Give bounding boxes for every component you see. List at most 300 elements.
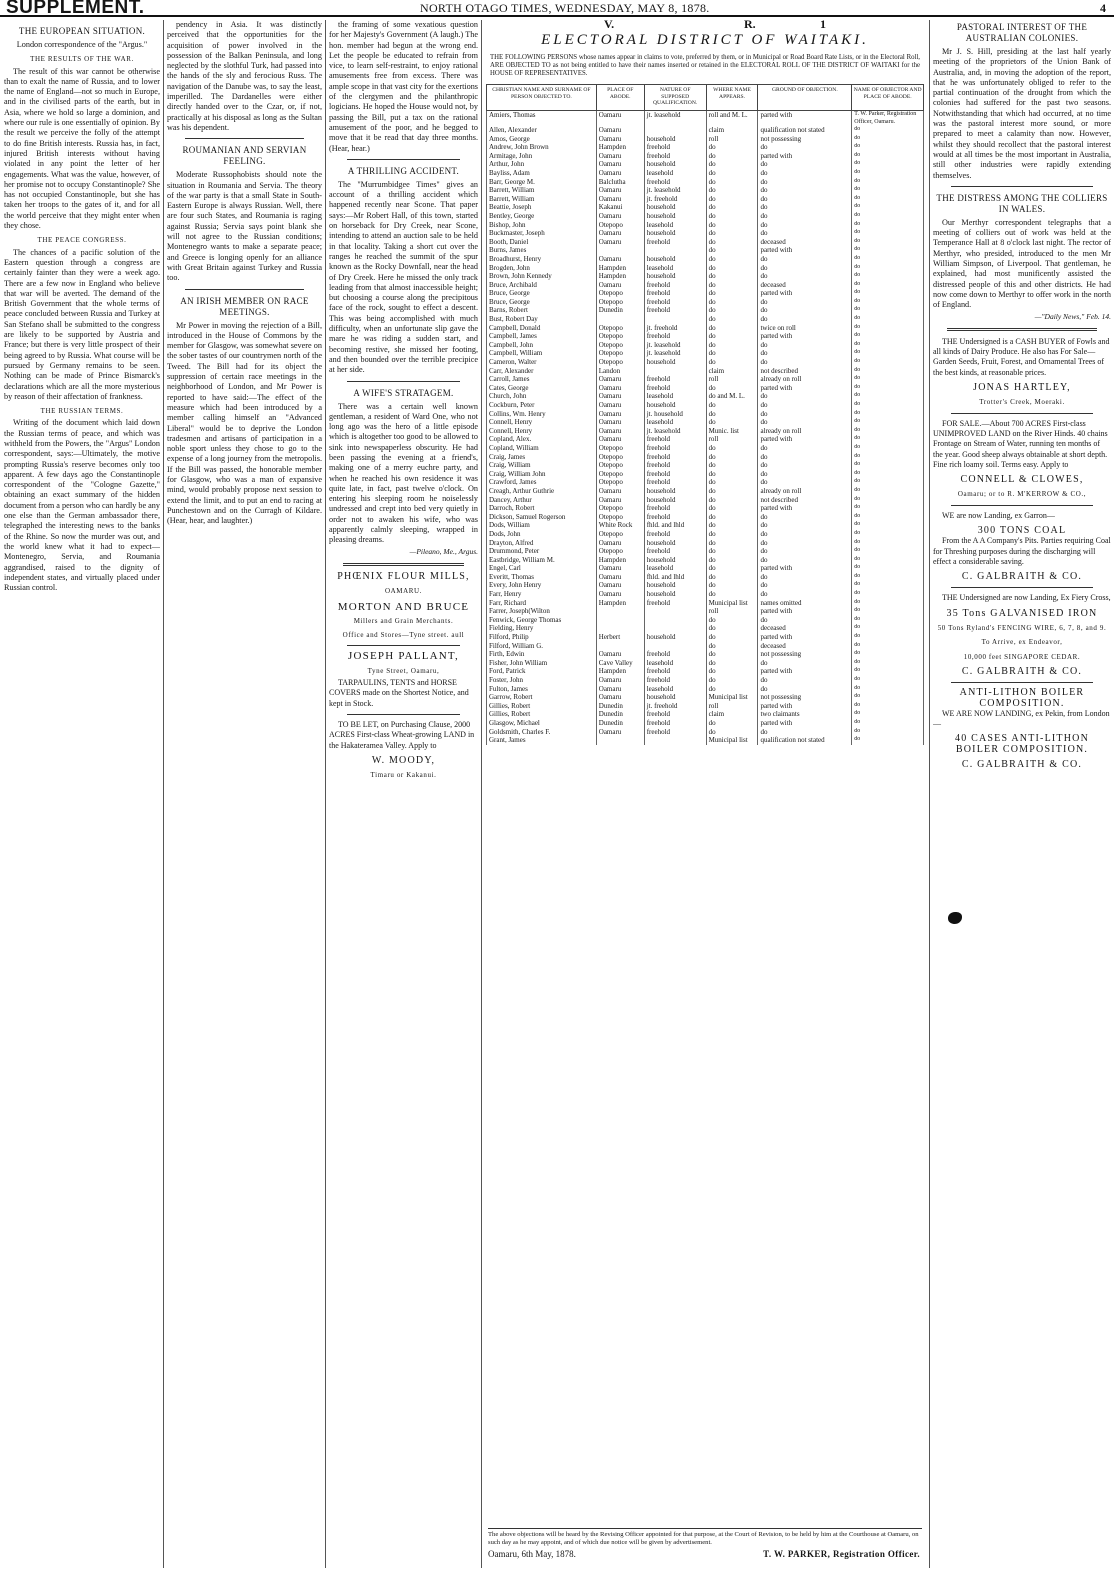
place-of-abode-cell: Otepopo	[596, 298, 644, 307]
article-paragraph: There was a certain well known gentleman, a resident of Ward One, who not long ago was the hero of a little episode which is altogether too good to be allowed to sink into newspaperless obscurity. He had been passing the evening at a friend's, making one of a merry euchre party, and when he reached his own residence it was quite late, in fact, past twelve o'clock. On entering his sleeping room he noiselessly undressed and crept into bed very quietly in order not to awaken his wife, who was apparently calmly sleeping, wrapped in pleasing dreams.	[329, 401, 478, 545]
roll-footnote: The above objections will be heard by the Revising Officer appointed for that purpose, at the Court of Revision, to be held by him at the Courthouse at Oamaru, on such day as he may appoint, and of which due notice will be given by advertisement.	[488, 1528, 922, 1547]
where-name-appears-cell: do	[706, 539, 758, 548]
objected-name-cell: Dods, William	[487, 521, 597, 530]
where-name-appears-cell: do and M. L.	[706, 392, 758, 401]
ad-item: 35 Tons GALVANISED IRON	[946, 607, 1098, 619]
objector-cell: do	[852, 478, 924, 487]
objected-name-cell: Eastbridge, William M.	[487, 556, 597, 565]
ground-of-objection-cell: do	[758, 212, 852, 221]
table-row	[487, 143, 924, 152]
place-of-abode-cell: Hampden	[596, 264, 644, 273]
table-row	[487, 238, 924, 247]
qualification-cell: freehold	[644, 178, 706, 187]
objector-cell: do	[852, 590, 924, 599]
objector-cell: do	[852, 581, 924, 590]
objected-name-cell: Bust, Robert Day	[487, 315, 597, 324]
ground-of-objection-cell: do	[758, 255, 852, 264]
ground-of-objection-cell: do	[758, 418, 852, 427]
objected-name-cell: Dancey, Arthur	[487, 496, 597, 505]
where-name-appears-cell: claim	[706, 710, 758, 719]
table-row	[487, 607, 924, 616]
objector-cell: do	[852, 736, 924, 745]
place-of-abode-cell: Oamaru	[596, 685, 644, 694]
place-of-abode-cell: Oamaru	[596, 410, 644, 419]
ad-text: From the A A Company's Pits. Parties requiring Coal for Threshing purposes during the discharging will effect a considerable saving.	[933, 536, 1111, 566]
divider	[347, 159, 460, 160]
objector-cell: do	[852, 633, 924, 642]
place-of-abode-cell: Dunedin	[596, 306, 644, 315]
ad-title: PHŒNIX FLOUR MILLS,	[337, 570, 470, 582]
where-name-appears-cell: do	[706, 306, 758, 315]
objected-name-cell: Foster, John	[487, 676, 597, 685]
where-name-appears-cell: roll	[706, 135, 758, 144]
objector-cell: do	[852, 349, 924, 358]
objected-name-cell: Gillies, Robert	[487, 702, 597, 711]
objector-cell: do	[852, 702, 924, 711]
qualification-cell: household	[644, 487, 706, 496]
article-paragraph: The result of this war cannot be otherwise than to exalt the name of Russia, and to lower the name of England—not so much in Europe, and in the civilised parts of the earth, but in Asia, where we hold so large a dominion, and where our rule is one essentially of opinion. By the result we perceive the folly of the attempt to do fine British interests. Russia has, in fact, injured British interests without having violated in any point the letter of her engagements. What was the value, however, of her promise not to occupy Constantinople? She has not occupied Constantinople, but she has taken her troops to the gates of it, and for all the world perceive that they might enter when they chose.	[4, 66, 160, 231]
table-row	[487, 111, 924, 127]
table-row	[487, 272, 924, 281]
place-of-abode-cell: Oamaru	[596, 152, 644, 161]
table-row	[487, 435, 924, 444]
ad-place: OAMARU.	[384, 587, 423, 596]
place-of-abode-cell: Otepopo	[596, 349, 644, 358]
divider	[347, 645, 460, 646]
table-row	[487, 349, 924, 358]
where-name-appears-cell: do	[706, 401, 758, 410]
place-of-abode-cell: Otepopo	[596, 444, 644, 453]
objected-name-cell: Craig, William John	[487, 470, 597, 479]
qualification-cell: freehold	[644, 676, 706, 685]
objector-cell: do	[852, 710, 924, 719]
table-row	[487, 521, 924, 530]
ground-of-objection-cell: do	[758, 229, 852, 238]
qualification-cell: freehold	[644, 238, 706, 247]
where-name-appears-cell: do	[706, 221, 758, 230]
objected-name-cell: Fisher, John William	[487, 659, 597, 668]
ground-of-objection-cell: do	[758, 513, 852, 522]
ad-firm: MORTON AND BRUCE	[337, 600, 470, 613]
ground-of-objection-cell: do	[758, 616, 852, 625]
where-name-appears-cell: do	[706, 143, 758, 152]
objected-name-cell: Beattie, Joseph	[487, 203, 597, 212]
ground-of-objection-cell: do	[758, 659, 852, 668]
place-of-abode-cell: Otepopo	[596, 478, 644, 487]
where-name-appears-cell: do	[706, 272, 758, 281]
objector-cell: do	[852, 367, 924, 376]
ground-of-objection-cell: deceased	[758, 281, 852, 290]
where-name-appears-cell: do	[706, 487, 758, 496]
table-row	[487, 676, 924, 685]
ground-of-objection-cell: parted with	[758, 667, 852, 676]
place-of-abode-cell: Oamaru	[596, 186, 644, 195]
ground-of-objection-cell: do	[758, 264, 852, 273]
section-subheading: THE PEACE CONGRESS.	[37, 236, 127, 245]
ad-place: Trotter's Creek, Moeraki.	[979, 398, 1065, 407]
place-of-abode-cell: Oamaru	[596, 195, 644, 204]
objector-cell: do	[852, 203, 924, 212]
table-row	[487, 246, 924, 255]
qualification-cell	[644, 607, 706, 616]
section-subheading: THE RESULTS OF THE WAR.	[30, 55, 134, 64]
qualification-cell	[644, 624, 706, 633]
place-of-abode-cell: Otepopo	[596, 332, 644, 341]
table-row	[487, 358, 924, 367]
table-row	[487, 556, 924, 565]
qualification-cell	[644, 315, 706, 324]
article-heading: AN IRISH MEMBER ON RACE MEETINGS.	[180, 295, 309, 317]
qualification-cell: leasehold	[644, 392, 706, 401]
objector-cell: do	[852, 539, 924, 548]
objector-cell: do	[852, 599, 924, 608]
ad-name: C. GALBRAITH & CO.	[961, 571, 1083, 583]
qualification-cell: household	[644, 556, 706, 565]
where-name-appears-cell: do	[706, 169, 758, 178]
divider	[951, 413, 1093, 414]
ad-item: 50 Tons Ryland's FENCING WIRE, 6, 7, 8, and 9.	[937, 624, 1107, 633]
divider	[185, 289, 304, 290]
ground-of-objection-cell: do	[758, 685, 852, 694]
place-of-abode-cell: Hampden	[596, 599, 644, 608]
where-name-appears-cell: do	[706, 719, 758, 728]
ground-of-objection-cell: do	[758, 272, 852, 281]
where-name-appears-cell: do	[706, 418, 758, 427]
where-name-appears-cell: do	[706, 453, 758, 462]
qualification-cell: freehold	[644, 461, 706, 470]
place-of-abode-cell: Oamaru	[596, 728, 644, 737]
objected-name-cell: Campbell, Donald	[487, 324, 597, 333]
objector-cell: do	[852, 186, 924, 195]
ground-of-objection-cell: do	[758, 186, 852, 195]
place-of-abode-cell: Otepopo	[596, 341, 644, 350]
where-name-appears-cell: do	[706, 332, 758, 341]
place-of-abode-cell	[596, 607, 644, 616]
where-name-appears-cell: roll	[706, 435, 758, 444]
objector-cell: do	[852, 667, 924, 676]
objector-cell: do	[852, 650, 924, 659]
objected-name-cell: Bruce, Archibald	[487, 281, 597, 290]
where-name-appears-cell: roll	[706, 607, 758, 616]
ground-of-objection-cell: not described	[758, 496, 852, 505]
objector-cell: do	[852, 418, 924, 427]
ground-of-objection-cell: do	[758, 410, 852, 419]
divider	[951, 587, 1093, 588]
objected-name-cell: Farrer, Joseph(Wilton	[487, 607, 597, 616]
table-row	[487, 401, 924, 410]
ground-of-objection-cell: two claimants	[758, 710, 852, 719]
objected-name-cell: Copland, William	[487, 444, 597, 453]
where-name-appears-cell: do	[706, 444, 758, 453]
table-row	[487, 702, 924, 711]
objector-cell: do	[852, 530, 924, 539]
objected-name-cell: Amos, George	[487, 135, 597, 144]
objected-name-cell: Campbell, James	[487, 332, 597, 341]
divider	[951, 505, 1093, 506]
where-name-appears-cell: do	[706, 521, 758, 530]
column-header: WHERE NAME APPEARS.	[706, 85, 758, 111]
objected-name-cell: Carroll, James	[487, 375, 597, 384]
objected-name-cell: Fielding, Henry	[487, 624, 597, 633]
objector-cell: do	[852, 685, 924, 694]
table-row	[487, 178, 924, 187]
where-name-appears-cell: claim	[706, 367, 758, 376]
qualification-cell: freehold	[644, 298, 706, 307]
ground-of-objection-cell: qualification not stated	[758, 126, 852, 135]
objected-name-cell: Goldsmith, Charles F.	[487, 728, 597, 737]
ad-name: C. GALBRAITH & CO.	[961, 759, 1083, 771]
where-name-appears-cell: do	[706, 238, 758, 247]
table-row	[487, 461, 924, 470]
objected-name-cell: Burns, James	[487, 246, 597, 255]
ground-of-objection-cell: do	[758, 392, 852, 401]
place-of-abode-cell: Oamaru	[596, 126, 644, 135]
objector-cell: do	[852, 642, 924, 651]
table-row	[487, 444, 924, 453]
place-of-abode-cell: Dunedin	[596, 710, 644, 719]
qualification-cell: jt. leasehold	[644, 186, 706, 195]
objected-name-cell: Fulton, James	[487, 685, 597, 694]
ground-of-objection-cell: already on roll	[758, 375, 852, 384]
divider	[951, 186, 1093, 187]
table-row	[487, 685, 924, 694]
table-row	[487, 264, 924, 273]
qualification-cell: freehold	[644, 504, 706, 513]
qualification-cell: freehold	[644, 599, 706, 608]
column-header: GROUND OF OBJECTION.	[758, 85, 852, 111]
place-of-abode-cell: Oamaru	[596, 676, 644, 685]
qualification-cell: leasehold	[644, 564, 706, 573]
objector-cell: do	[852, 521, 924, 530]
where-name-appears-cell: do	[706, 590, 758, 599]
objector-cell: do	[852, 324, 924, 333]
table-row	[487, 719, 924, 728]
ground-of-objection-cell: parted with	[758, 564, 852, 573]
objector-cell: do	[852, 616, 924, 625]
ground-of-objection-cell: parted with	[758, 504, 852, 513]
roll-letter-r: R.	[744, 20, 756, 31]
qualification-cell: household	[644, 401, 706, 410]
ground-of-objection-cell: do	[758, 315, 852, 324]
table-row	[487, 221, 924, 230]
place-of-abode-cell: Dunedin	[596, 702, 644, 711]
table-row	[487, 169, 924, 178]
divider	[343, 563, 464, 566]
qualification-cell	[644, 246, 706, 255]
objected-name-cell: Dickson, Samuel Rogerson	[487, 513, 597, 522]
ground-of-objection-cell: not possessing	[758, 135, 852, 144]
objected-name-cell: Fenwick, George Thomas	[487, 616, 597, 625]
place-of-abode-cell: Oamaru	[596, 581, 644, 590]
where-name-appears-cell: do	[706, 203, 758, 212]
where-name-appears-cell: Municipal list	[706, 599, 758, 608]
table-row	[487, 186, 924, 195]
objector-cell: do	[852, 453, 924, 462]
table-row	[487, 135, 924, 144]
table-row	[487, 298, 924, 307]
article-source: —"Daily News," Feb. 14.	[1034, 311, 1111, 321]
ground-of-objection-cell: do	[758, 453, 852, 462]
table-row	[487, 289, 924, 298]
place-of-abode-cell: Oamaru	[596, 435, 644, 444]
where-name-appears-cell: do	[706, 315, 758, 324]
qualification-cell: household	[644, 633, 706, 642]
qualification-cell: freehold	[644, 719, 706, 728]
where-name-appears-cell: do	[706, 504, 758, 513]
place-of-abode-cell: Herbert	[596, 633, 644, 642]
ground-of-objection-cell: do	[758, 478, 852, 487]
where-name-appears-cell: do	[706, 160, 758, 169]
ground-of-objection-cell: do	[758, 143, 852, 152]
ground-of-objection-cell: already on roll	[758, 487, 852, 496]
objector-cell: do	[852, 384, 924, 393]
roll-title: ELECTORAL DISTRICT OF WAITAKI.	[541, 32, 869, 48]
place-of-abode-cell: Otepopo	[596, 289, 644, 298]
place-of-abode-cell: Otepopo	[596, 470, 644, 479]
place-of-abode-cell: Balclutha	[596, 178, 644, 187]
table-row	[487, 367, 924, 376]
ground-of-objection-cell: parted with	[758, 289, 852, 298]
ad-item: 10,000 feet SINGAPORE CEDAR.	[963, 652, 1081, 661]
qualification-cell: freehold	[644, 384, 706, 393]
ground-of-objection-cell: do	[758, 203, 852, 212]
objector-cell: do	[852, 564, 924, 573]
column-header: NATURE OF SUPPOSED QUALIFICATION.	[644, 85, 706, 111]
ground-of-objection-cell: do	[758, 444, 852, 453]
qualification-cell: household	[644, 581, 706, 590]
column-header: CHRISTIAN NAME AND SURNAME OF PERSON OBJECTED TO.	[487, 85, 597, 111]
ground-of-objection-cell: parted with	[758, 332, 852, 341]
where-name-appears-cell: Municipal list	[706, 693, 758, 702]
objected-name-cell: Barrett, William	[487, 186, 597, 195]
qualification-cell	[644, 126, 706, 135]
objector-cell: do	[852, 221, 924, 230]
place-of-abode-cell	[596, 642, 644, 651]
article-heading: A WIFE'S STRATAGEM.	[353, 387, 454, 398]
ground-of-objection-cell: parted with	[758, 607, 852, 616]
place-of-abode-cell	[596, 246, 644, 255]
ground-of-objection-cell: do	[758, 160, 852, 169]
qualification-cell: freehold	[644, 375, 706, 384]
table-row	[487, 375, 924, 384]
ground-of-objection-cell: do	[758, 401, 852, 410]
place-of-abode-cell: Oamaru	[596, 135, 644, 144]
where-name-appears-cell: do	[706, 650, 758, 659]
objector-cell: do	[852, 332, 924, 341]
objected-name-cell: Church, John	[487, 392, 597, 401]
where-name-appears-cell: claim	[706, 126, 758, 135]
objected-name-cell: Creagh, Arthur Guthrie	[487, 487, 597, 496]
qualification-cell: household	[644, 135, 706, 144]
place-of-abode-cell: Oamaru	[596, 487, 644, 496]
place-of-abode-cell: Oamaru	[596, 693, 644, 702]
table-row	[487, 203, 924, 212]
ad-name: JOSEPH PALLANT,	[348, 650, 459, 663]
table-row	[487, 324, 924, 333]
place-of-abode-cell: Oamaru	[596, 212, 644, 221]
place-of-abode-cell	[596, 624, 644, 633]
objector-cell: do	[852, 160, 924, 169]
place-of-abode-cell: Otepopo	[596, 513, 644, 522]
article-paragraph: Mr Power in moving the rejection of a Bill, introduced in the House of Commons by the member for Glasgow, was somewhat severe on the sober tastes of our countrymen north of the Tweed. The Bill had for its object the suppression of certain race meetings in the neighborhood of London, and Mr Power is reported to have said:—The effect of the measure which had been introduced by a member calling himself an "Advanced Liberal" would be to deprive the London tradesmen and artisans of participation in a noble sport unless they chose to go to the expense of a long journey from the metropolis. If the Bill was passed, the honorable member for Glasgow, who was a man of expansive mind, would probably propose next session to extend the limit, and to put an end to racing at Punchestown and on the Curragh of Kildare. (Hear, hear, and laughter.)	[167, 320, 322, 526]
table-row	[487, 573, 924, 582]
place-of-abode-cell	[596, 616, 644, 625]
objected-name-cell: Engel, Carl	[487, 564, 597, 573]
where-name-appears-cell: do	[706, 513, 758, 522]
table-row	[487, 195, 924, 204]
qualification-cell: household	[644, 590, 706, 599]
table-row	[487, 281, 924, 290]
column-header: PLACE OF ABODE.	[596, 85, 644, 111]
place-of-abode-cell: Otepopo	[596, 461, 644, 470]
where-name-appears-cell: Municipal list	[706, 736, 758, 745]
objector-cell: do	[852, 676, 924, 685]
table-row	[487, 315, 924, 324]
where-name-appears-cell: do	[706, 281, 758, 290]
where-name-appears-cell: do	[706, 642, 758, 651]
objector-cell: do	[852, 556, 924, 565]
ground-of-objection-cell: names omitted	[758, 599, 852, 608]
article-paragraph: The "Murrumbidgee Times" gives an account of a thrilling accident which happened recently near Scone. That paper says:—Mr Robert Hall, of this town, started on horseback for Dry Creek, near Scone, intending to attend an auction sale to be held in that locality. Taking a short cut over the ranges he reached the summit of the spur known as the Rocky Downfall, near the head of Dry Creek. Here he missed the only track leading from that almost inaccessible height; but choosing a course along the precipitous face of the rock, sought to effect a descent. This was being accomplished with much difficulty, when an unfortunate slip gave the mare he was riding a sudden start, and becoming restive, she missed her footing, and then bounded over the terrible precipice at her side.	[329, 179, 478, 375]
objector-cell: do	[852, 427, 924, 436]
objector-cell: do	[852, 264, 924, 273]
where-name-appears-cell: do	[706, 349, 758, 358]
objected-name-cell: Cates, George	[487, 384, 597, 393]
place-of-abode-cell: Oamaru	[596, 384, 644, 393]
objected-name-cell: Bayliss, Adam	[487, 169, 597, 178]
ground-of-objection-cell: do	[758, 530, 852, 539]
qualification-cell: jt. freehold	[644, 324, 706, 333]
place-of-abode-cell	[596, 315, 644, 324]
qualification-cell: leasehold	[644, 221, 706, 230]
where-name-appears-cell: do	[706, 298, 758, 307]
objected-name-cell: Booth, Daniel	[487, 238, 597, 247]
table-row	[487, 616, 924, 625]
objector-cell: do	[852, 693, 924, 702]
where-name-appears-cell: do	[706, 384, 758, 393]
article-paragraph: Mr J. S. Hill, presiding at the last half yearly meeting of the proprietors of the Union Bank of Australia, and, in moving the adoption of the report, that he was unfortunately obliged to refer to the partial continuation of the drought from which the colonies had suffered for the past two seasons. Notwithstanding that which had occurred, at no time was the pastoral interest more sound, or more prepared to meet a calamity than now. However, whilst they should recollect that the pastoral interest would at all times be the most important in Australia, still other industries were rapidly extending themselves.	[933, 47, 1111, 180]
roll-signoff	[488, 1550, 922, 1559]
table-row	[487, 728, 924, 737]
table-row	[487, 642, 924, 651]
qualification-cell	[644, 367, 706, 376]
ad-name: W. MOODY,	[371, 754, 436, 766]
place-of-abode-cell: Oamaru	[596, 160, 644, 169]
table-row	[487, 547, 924, 556]
where-name-appears-cell: do	[706, 573, 758, 582]
objector-cell: do	[852, 573, 924, 582]
where-name-appears-cell: do	[706, 581, 758, 590]
column-divider	[481, 20, 482, 1568]
place-of-abode-cell: Oamaru	[596, 573, 644, 582]
ground-of-objection-cell: do	[758, 306, 852, 315]
table-row	[487, 392, 924, 401]
where-name-appears-cell: do	[706, 547, 758, 556]
objected-name-cell: Everitt, Thomas	[487, 573, 597, 582]
where-name-appears-cell: do	[706, 152, 758, 161]
place-of-abode-cell: Cave Valley	[596, 659, 644, 668]
objector-cell: do	[852, 435, 924, 444]
ground-of-objection-cell: already on roll	[758, 427, 852, 436]
where-name-appears-cell: do	[706, 410, 758, 419]
objected-name-cell: Broadhurst, Henry	[487, 255, 597, 264]
ground-of-objection-cell: do	[758, 169, 852, 178]
where-name-appears-cell: do	[706, 178, 758, 187]
article-paragraph: Our Merthyr correspondent telegraphs that a meeting of colliers out of work was held at the Temperance Hall at 8 o'clock last night. The rector of Merthyr, who presided, introduced to the men Mr William Simpson, of Liverpool. That gentleman, he explained, had most munificently assisted the distressed people of this and other districts. He had now come down to Merthyr to offer work in the north of England.	[933, 217, 1111, 310]
place-of-abode-cell: Oamaru	[596, 650, 644, 659]
article-paragraph: pendency in Asia. It was distinctly perceived that the opportunities for the acquisition of power involved in the possession of the Balkan Peninsula, and long neglected by the slothful Turk, had passed into the hands of the sly and ferocious Russ. The navigation of the Danube was, to say the least, imperilled. The Dardanelles were either directly handed over to the Czar, or, if not, practically at his disposal as long as the Sultan was his dependent.	[167, 20, 322, 132]
table-row	[487, 470, 924, 479]
